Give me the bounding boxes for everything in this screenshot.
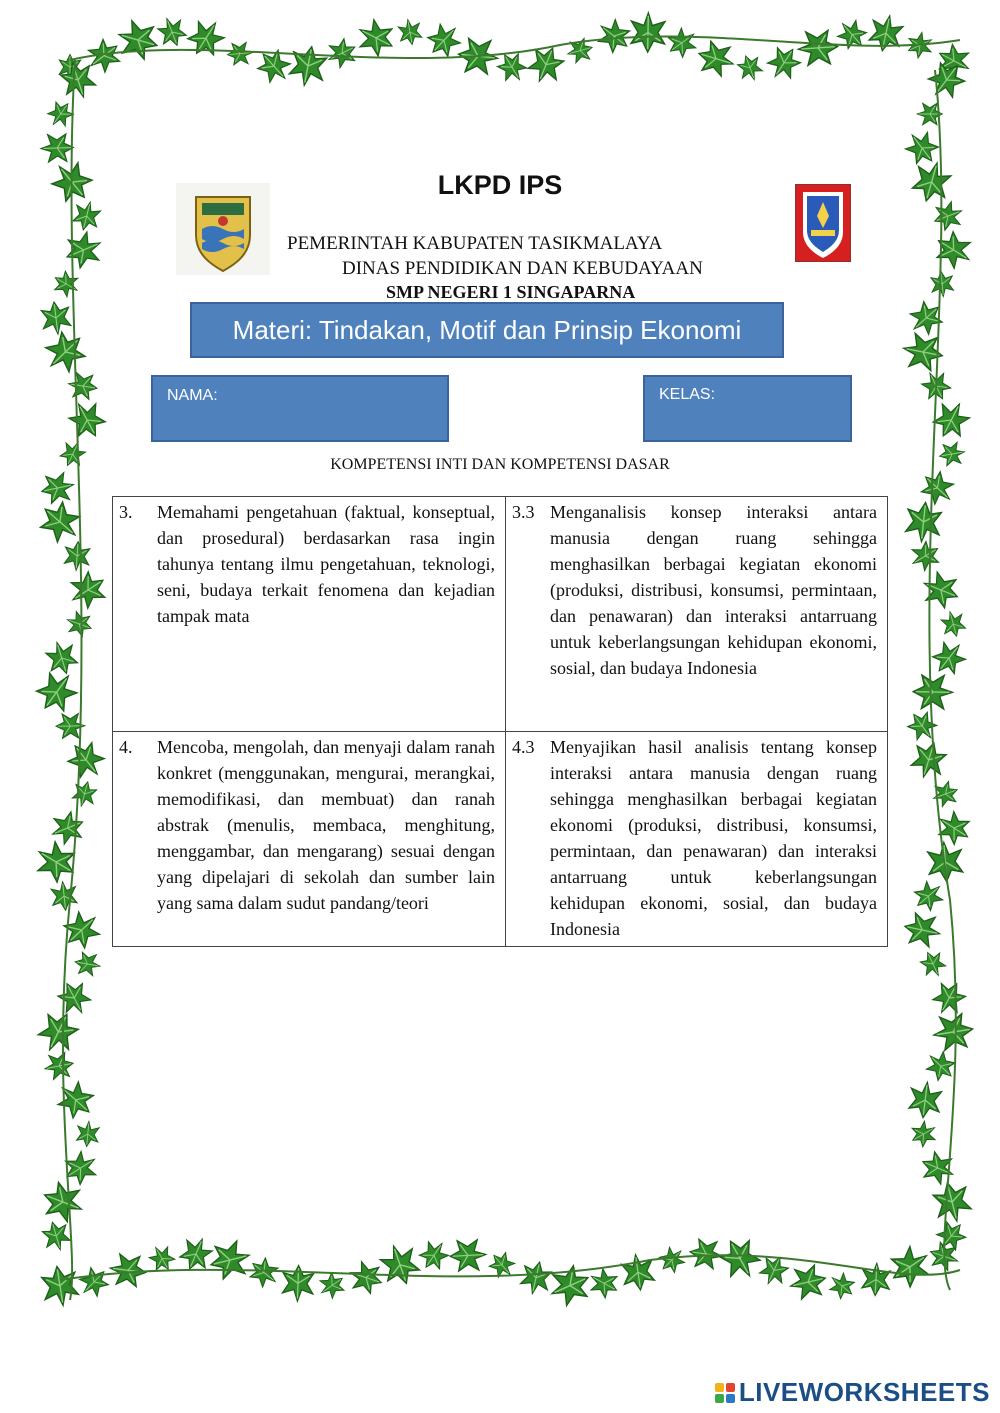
ivy-leaf-icon [905,297,947,339]
ivy-leaf-icon [930,199,965,232]
section-title: KOMPETENSI INTI DAN KOMPETENSI DASAR [330,456,670,473]
worksheet-title: LKPD IPS [437,170,563,200]
nama-label: NAMA: [167,387,218,404]
ivy-leaf-icon [63,737,109,784]
school-name: SMP NEGERI 1 SINGAPARNA [386,282,636,302]
ivy-leaf-icon [115,18,162,61]
ki-cell [113,497,506,732]
competency-table [112,496,888,947]
ivy-leaf-icon [929,977,968,1018]
ivy-leaf-icon [64,610,95,639]
ivy-leaf-icon [65,397,109,443]
nama-box [151,375,449,442]
ki-text: Memahami pengetahuan (faktual, konseptual, dan prosedural) berdasarkan rasa ingin tahunya tentang ilmu pengetahuan, teknologi, seni, budaya terkait fenomena dan kejadian tampak mata [157,502,495,626]
department-line: DINAS PENDIDIKAN DAN KEBUDAYAAN [342,258,703,279]
ivy-leaf-icon [867,13,904,54]
regency-crest-icon [176,183,270,275]
ivy-leaf-icon [930,228,976,273]
ivy-leaf-icon [75,1263,112,1301]
ivy-leaf-icon [39,471,76,505]
ivy-leaf-icon [184,15,229,61]
ki-number: 4. [119,737,133,757]
kd-cell [506,732,888,947]
kd-text: Menganalisis konsep interaksi antara manusia dengan ruang sehingga menghasilkan berbagai kegiatan ekonomi (produksi, distribusi, konsumsi, permintaan, dan penawaran) dan interaksi antarruang untuk keberlangsungan kehidupan ekonomi, sosial, dan budaya Indonesia [550,502,877,678]
ivy-leaf-icon [918,948,948,980]
ivy-leaf-icon [655,1243,688,1276]
ivy-leaf-icon [61,229,106,271]
ivy-leaf-icon [40,326,92,377]
ivy-leaf-icon [397,18,423,47]
ivy-leaf-icon [416,1237,452,1274]
ivy-leaf-icon [797,30,838,66]
ivy-leaf-icon [177,1234,215,1274]
ivy-leaf-icon [64,541,90,571]
ivy-leaf-icon [41,134,74,163]
ivy-leaf-icon [449,1239,486,1271]
ivy-leaf-icon [620,1253,655,1292]
ivy-leaf-icon [346,1260,385,1296]
ivy-leaf-icon [931,1179,973,1225]
ivy-leaf-icon [716,1233,764,1284]
ivy-leaf-icon [593,15,635,57]
ivy-leaf-icon [35,1007,82,1057]
ivy-leaf-icon [519,1259,553,1297]
ivy-leaf-icon [907,1118,940,1149]
ivy-leaf-icon [34,496,86,547]
ivy-leaf-icon [909,739,949,782]
ivy-leaf-icon [919,569,963,611]
ivy-leaf-icon [353,16,399,59]
ivy-leaf-icon [910,877,948,914]
ivy-leaf-icon [902,911,943,948]
ivy-leaf-icon [688,1238,724,1270]
ivy-leaf-icon [288,44,328,89]
kd-text: Menyajikan hasil analisis tentang konsep interaksi antara manusia dengan ruang sehingga menghasilkan berbagai kegiatan ekonomi (produksi, distribusi, konsumsi, permintaan, dan penawaran) dan interaksi antarruang untuk keberlangsungan kehidupan ekonomi, sosial, dan budaya Indonesia [550,737,877,939]
kd-number: 3.3 [512,502,535,522]
ivy-leaf-icon [764,42,805,84]
ivy-leaf-icon [41,1219,72,1253]
ivy-leaf-icon [245,1254,283,1291]
ivy-leaf-icon [67,372,99,401]
table-row [113,732,888,947]
school-crest-icon [795,184,851,262]
table-row [113,497,888,732]
ivy-leaf-icon [52,1077,99,1123]
ivy-leaf-icon [108,1253,147,1288]
ivy-leaf-icon [207,1239,253,1281]
liveworksheets-logo [715,1377,990,1408]
ivy-leaf-icon [324,36,360,71]
ivy-leaf-icon [861,1263,890,1297]
ivy-leaf-icon [663,24,700,61]
ivy-leaf-icon [940,609,967,639]
ivy-leaf-icon [155,14,188,49]
ivy-leaf-icon [50,881,77,912]
ki-text: Mencoba, mengolah, dan menyaji dalam ranah konkret (menggunakan, mengurai, merangkai, memodifikasi, dan membuat) dan ranah abstrak (menulis, membaca, menghitung, menggambar, dan mengarang) sesuai dengan yang dipelajari di sekolah dan sumber lain yang sama dalam sudut pandang/teori [157,737,495,913]
ivy-leaf-icon [884,1242,935,1292]
ivy-leaf-icon [525,43,567,87]
ki-cell [113,732,506,947]
ivy-leaf-icon [43,1051,76,1080]
ivy-leaf-icon [930,780,961,809]
ki-number: 3. [119,502,133,522]
ivy-leaf-icon [40,1264,79,1308]
ivy-leaf-icon [833,16,870,54]
ivy-leaf-icon [586,1266,623,1301]
ivy-leaf-icon [825,1270,858,1303]
ivy-leaf-icon [908,1080,943,1119]
ivy-leaf-icon [71,779,98,809]
ivy-leaf-icon [930,271,954,298]
ivy-leaf-icon [917,1149,957,1187]
liveworksheets-icon [715,1383,735,1403]
nama-input[interactable] [165,411,435,439]
ivy-leaf-icon [65,568,111,613]
ivy-leaf-icon [931,1012,975,1051]
kelas-box [643,375,852,442]
materi-banner: Materi: Tindakan, Motif dan Prinsip Ekonomi [190,302,784,358]
ivy-leaf-icon [40,300,71,335]
ivy-leaf-icon [695,39,738,79]
ivy-leaf-icon [39,1179,88,1224]
ivy-leaf-icon [76,1121,100,1148]
kd-cell [506,497,888,732]
ivy-leaf-icon [73,951,102,977]
kelas-input[interactable] [657,411,838,439]
government-line: PEMERINTAH KABUPATEN TASIKMALAYA [287,233,663,254]
ivy-leaf-icon [905,501,943,543]
ivy-leaf-icon [50,268,83,299]
ivy-leaf-icon [631,13,665,53]
ivy-leaf-icon [736,52,765,83]
ivy-leaf-icon [55,977,94,1018]
ivy-leaf-icon [227,42,254,66]
kd-number: 4.3 [512,737,535,757]
ivy-leaf-icon [904,707,941,744]
ivy-leaf-icon [913,675,953,709]
ivy-leaf-icon [378,1241,423,1289]
ivy-leaf-icon [32,666,82,717]
kelas-label: KELAS: [659,386,716,403]
ivy-leaf-icon [928,637,970,679]
ivy-leaf-icon [787,1263,829,1301]
ivy-leaf-icon [907,538,944,574]
brand-text: LIVEWORKSHEETS [738,1377,990,1407]
ivy-leaf-icon [48,809,88,847]
ivy-leaf-icon [71,199,102,233]
